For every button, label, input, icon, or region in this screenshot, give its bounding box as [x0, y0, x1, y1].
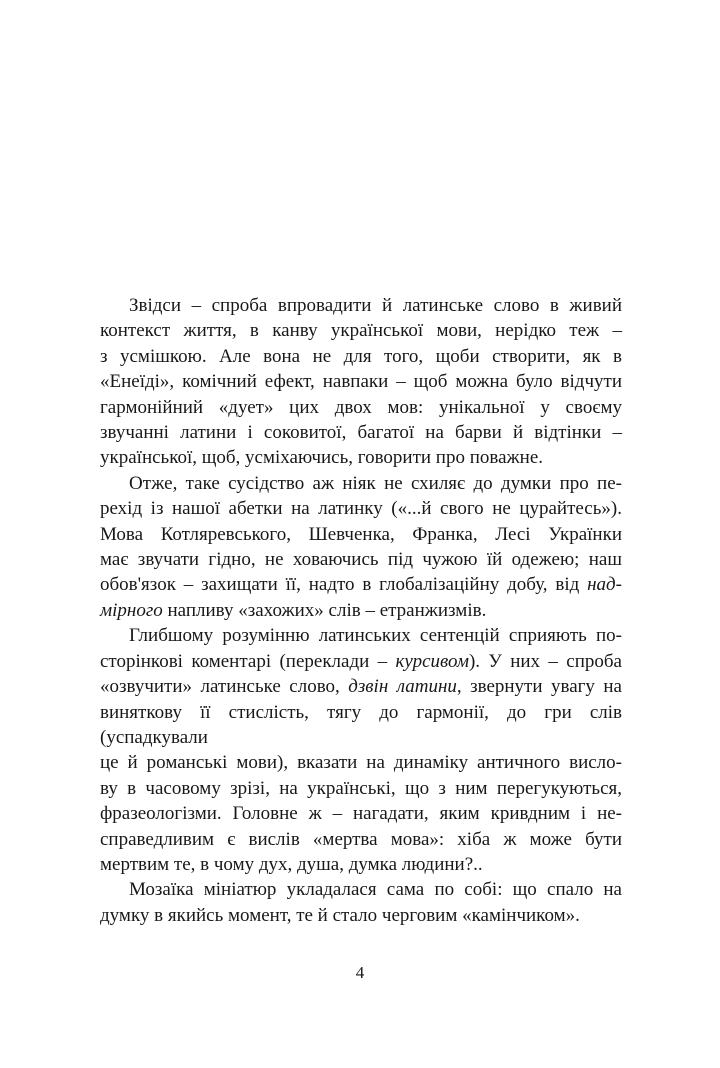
text-line: мертвим те, в чому дух, душа, думка людини?.. [100, 853, 483, 875]
text-line: контекст життя, в канву української мови, нерідко теж – [100, 320, 622, 342]
text-line: має звучати гідно, не ховаючись під чужою їй одежею; наш [100, 549, 622, 571]
text-line: Мова Котляревського, Шевченка, Франка, Лесі Українки [100, 523, 622, 545]
paragraph [100, 293, 622, 471]
text-line: «Енеїді», комічний ефект, навпаки – щоб можна було відчути [100, 371, 622, 393]
text-line: це й романські мови), вказати на динаміку античного висло- [100, 752, 622, 774]
text-line: мірного напливу «захожих» слів – етранжизмів. [100, 599, 487, 621]
text-line: звучанні латини і соковитої, багатої на барви й відтінки – [100, 422, 622, 444]
page-number: 4 [355, 963, 365, 982]
text-line: Отже, таке сусідство аж ніяк не схиляє до думки про пе- [129, 472, 622, 494]
text-line: рехід із нашої абетки на латинку («...й свого не цурайтесь»). [100, 498, 622, 520]
text-line: Глибшому розумінню латинських сентенцій сприяють по- [129, 625, 622, 647]
text-line: фразеологізми. Головне ж – нагадати, яким кривдним і не- [100, 803, 622, 825]
text-line: справедливим є вислів «мертва мова»: хіба ж може бути [100, 828, 622, 850]
text-line: Мозаїка мініатюр укладалася сама по собі: що спало на [129, 879, 622, 901]
text-line: з усмішкою. Але вона не для того, щоби створити, як в [100, 345, 622, 367]
text-line: гармонійний «дует» цих двох мов: унікальної у своєму [100, 396, 622, 418]
paragraph [100, 623, 622, 877]
text-line: думку в якийсь момент, те й стало черговим «камінчиком». [100, 904, 580, 926]
text-line: української, щоб, усміхаючись, говорити про поважне. [100, 447, 544, 469]
text-line: Звідси – спроба впровадити й латинське слово в живий [129, 295, 622, 316]
text-block [100, 293, 622, 928]
text-line: ву в часовому зрізі, на українські, що з ним перегукуються, [100, 777, 622, 799]
text-line: сторінкові коментарі (переклади – курсивом). У них – спроба [100, 650, 622, 672]
text-line: «озвучити» латинське слово, дзвін латини, звернути увагу на [100, 676, 622, 698]
text-line: обов'язок – захищати її, надто в глобалізаційну добу, від над- [100, 574, 622, 596]
text-line: виняткову її стислість, тягу до гармонії, до гри слів (успадкували [100, 701, 622, 748]
paragraph [100, 471, 622, 623]
paragraph [100, 877, 622, 928]
